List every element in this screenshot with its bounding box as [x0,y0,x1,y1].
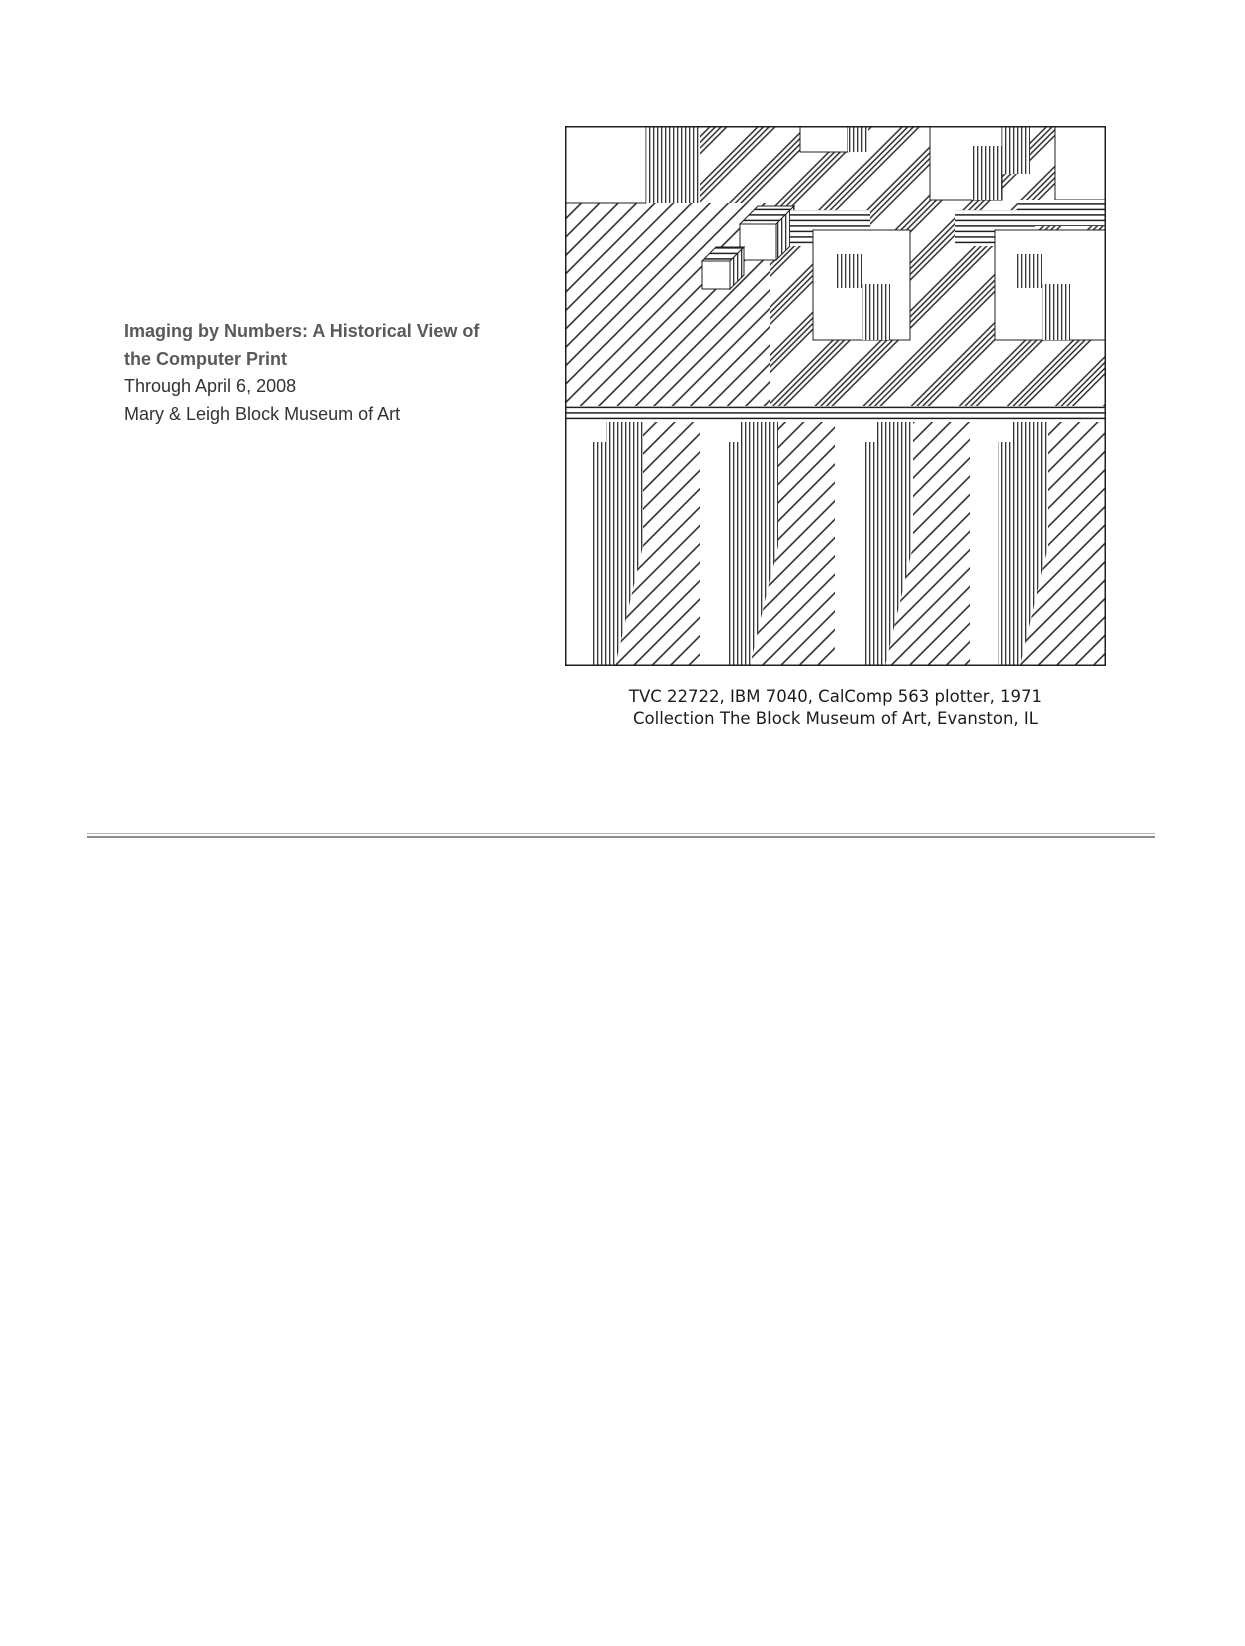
plotter-art-graphic [565,126,1106,666]
caption-line-2: Collection The Block Museum of Art, Evanston, IL [633,709,1038,728]
caption-line-1: TVC 22722, IBM 7040, CalComp 563 plotter, 1971 [628,687,1043,706]
museum-name: Mary & Leigh Block Museum of Art [124,403,401,424]
exhibition-title-line-1: Imaging by Numbers: A Historical View of [124,321,480,341]
section-divider [87,833,1155,838]
exhibition-dates: Through April 6, 2008 [124,376,297,396]
artwork-image [565,126,1106,666]
exhibition-info [124,318,544,428]
exhibition-title-line-2: the Computer Print [124,348,288,369]
artwork-caption [565,686,1106,730]
